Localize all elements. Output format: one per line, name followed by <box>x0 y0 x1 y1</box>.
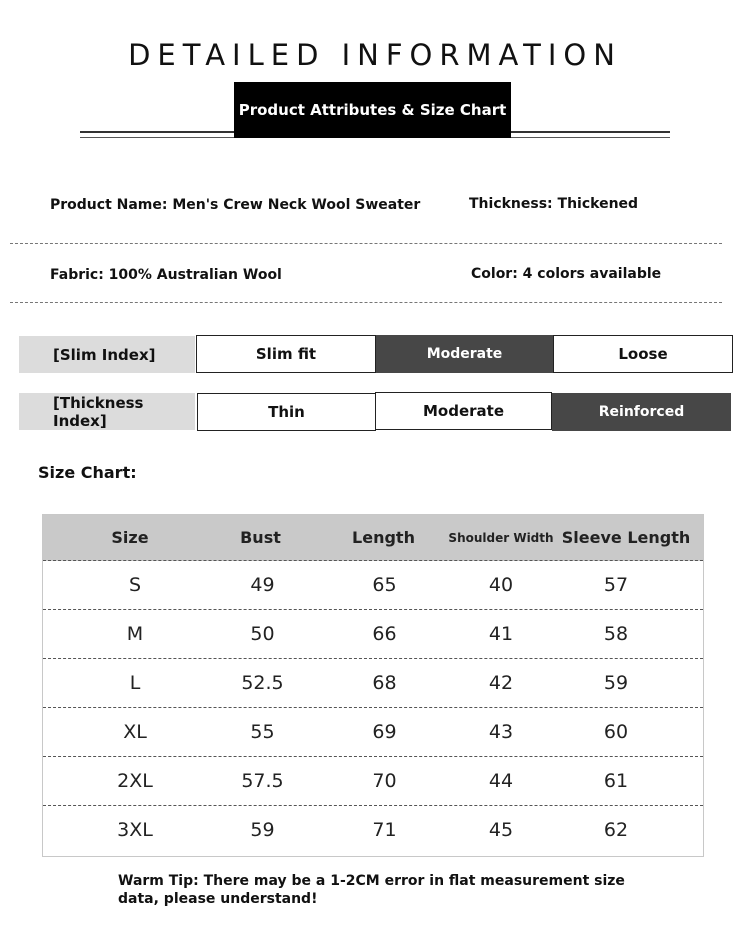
table-row <box>43 757 703 806</box>
table-row <box>43 610 703 659</box>
cell-bust: 52.5 <box>241 672 284 694</box>
section-banner: Product Attributes & Size Chart <box>234 82 511 138</box>
attr-product-name: Product Name: Men's Crew Neck Wool Sweater <box>50 197 421 213</box>
cell-length: 69 <box>372 721 397 743</box>
cell-sleeve: 61 <box>603 770 629 792</box>
cell-shoulder: 43 <box>488 721 514 743</box>
col-header-bust: Bust <box>240 528 281 547</box>
attr-divider-2 <box>10 302 722 303</box>
slim-option-loose: Loose <box>553 335 733 373</box>
slim-index-label: [Slim Index] <box>19 336 195 373</box>
thickness-index-label: [Thickness Index] <box>19 393 195 430</box>
cell-length: 65 <box>372 574 397 596</box>
cell-bust: 57.5 <box>241 770 284 792</box>
banner-rule-left-top <box>80 131 234 133</box>
cell-sleeve: 59 <box>603 672 629 694</box>
table-header <box>43 515 703 561</box>
cell-length: 68 <box>372 672 397 694</box>
cell-shoulder: 45 <box>488 819 514 841</box>
col-header-size: Size <box>111 528 149 547</box>
cell-bust: 59 <box>250 819 275 841</box>
attr-thickness: Thickness: Thickened <box>469 196 639 212</box>
cell-bust: 50 <box>250 623 275 645</box>
size-chart-table <box>42 514 704 857</box>
table-row <box>43 806 703 854</box>
cell-size: L <box>129 672 141 694</box>
thickness-option-reinforced: Reinforced <box>552 393 731 431</box>
attr-divider-1 <box>10 243 722 244</box>
cell-shoulder: 41 <box>488 623 514 645</box>
banner-rule-right-bottom <box>511 137 670 138</box>
cell-length: 70 <box>372 770 397 792</box>
slim-option-moderate: Moderate <box>376 335 553 373</box>
col-header-length: Length <box>352 528 415 547</box>
table-row <box>43 561 703 610</box>
cell-length: 71 <box>372 819 397 841</box>
cell-bust: 49 <box>250 574 275 596</box>
cell-sleeve: 58 <box>603 623 629 645</box>
page-title: DETAILED INFORMATION <box>128 38 622 72</box>
table-row <box>43 708 703 757</box>
cell-sleeve: 62 <box>603 819 629 841</box>
warm-tip: Warm Tip: There may be a 1-2CM error in flat measurement size data, please understand! <box>118 873 625 907</box>
col-header-sleeve-length: Sleeve Length <box>561 528 691 547</box>
cell-size: 2XL <box>117 770 153 792</box>
attr-color: Color: 4 colors available <box>471 266 662 282</box>
cell-size: S <box>128 574 142 596</box>
thickness-option-thin: Thin <box>197 393 376 431</box>
cell-length: 66 <box>372 623 397 645</box>
cell-shoulder: 44 <box>488 770 514 792</box>
cell-shoulder: 40 <box>488 574 514 596</box>
col-header-shoulder-width: Shoulder Width <box>448 530 554 545</box>
cell-shoulder: 42 <box>488 672 514 694</box>
banner-rule-left-bottom <box>80 137 234 138</box>
cell-sleeve: 60 <box>603 721 629 743</box>
cell-size: XL <box>123 721 147 743</box>
slim-option-slim-fit: Slim fit <box>196 335 376 373</box>
cell-sleeve: 57 <box>603 574 629 596</box>
table-row <box>43 659 703 708</box>
cell-bust: 55 <box>250 721 275 743</box>
banner-rule-right-top <box>511 131 670 133</box>
size-chart-label: Size Chart: <box>38 463 137 482</box>
thickness-option-moderate: Moderate <box>375 392 552 430</box>
attr-fabric: Fabric: 100% Australian Wool <box>50 267 282 283</box>
cell-size: 3XL <box>117 819 153 841</box>
cell-size: M <box>126 623 144 645</box>
